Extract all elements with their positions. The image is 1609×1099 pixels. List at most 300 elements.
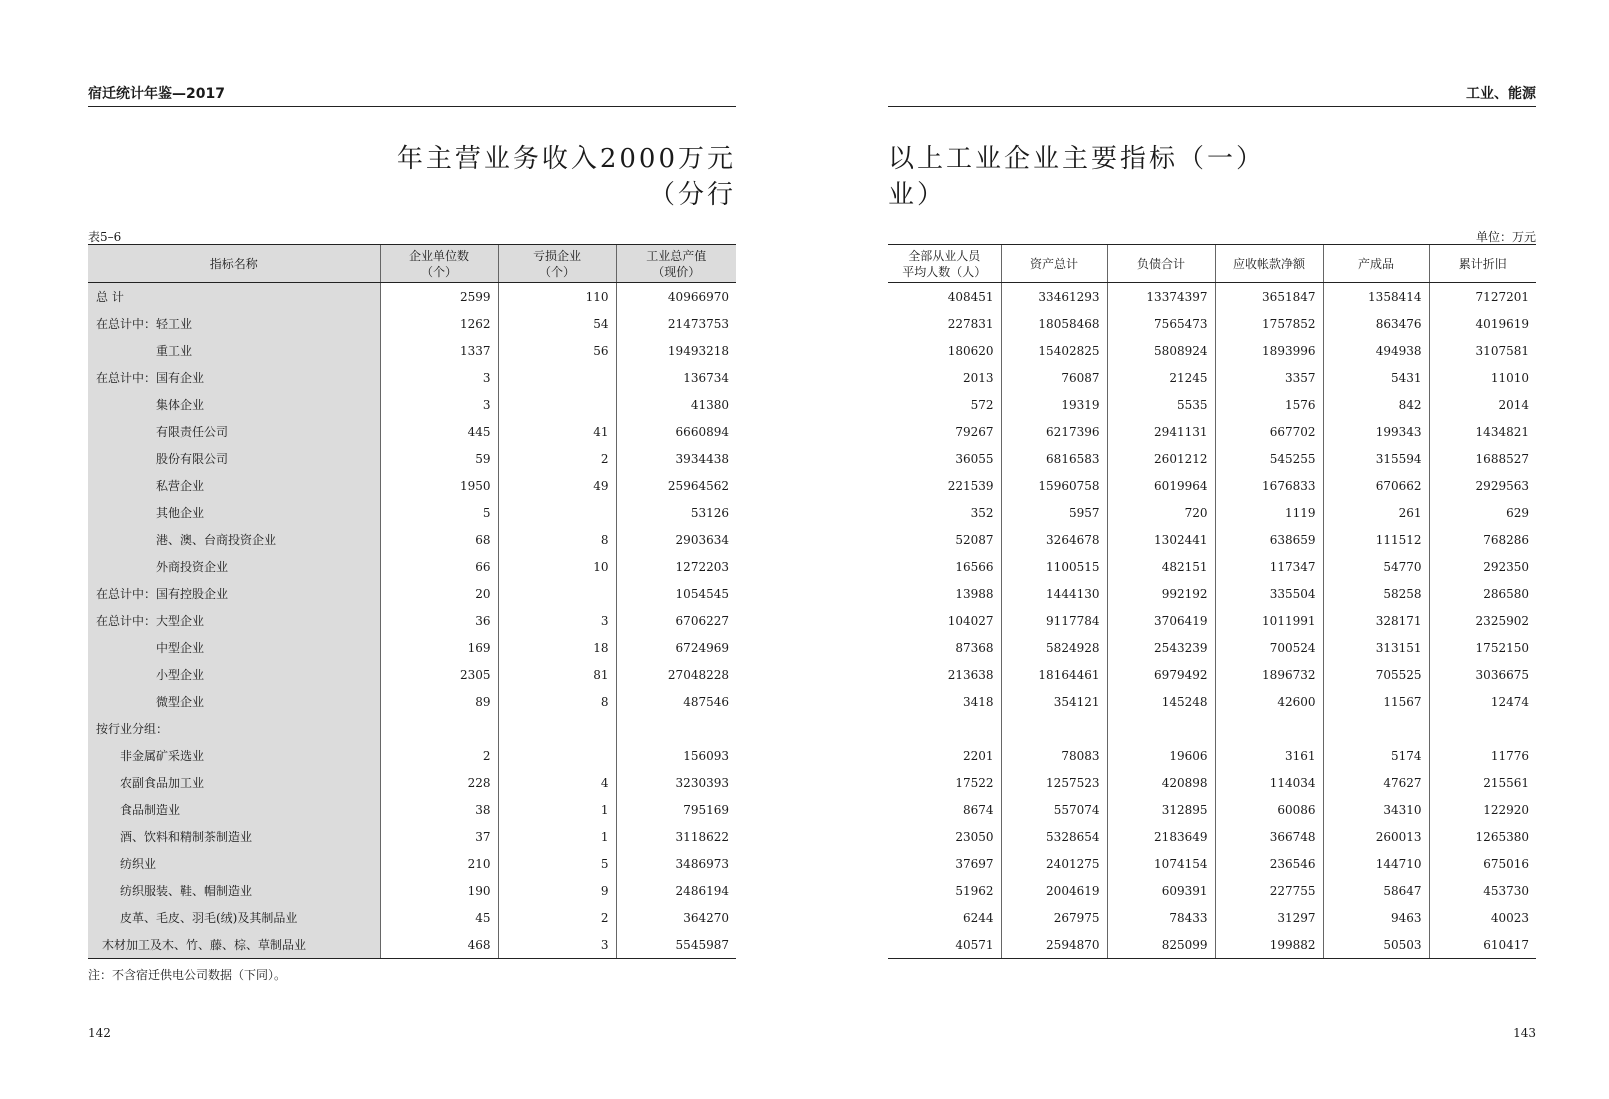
gross-output-cell-value: 3230393	[675, 775, 729, 790]
total-assets-cell	[1001, 877, 1107, 904]
accumulated-depreciation-cell-value: 40023	[1490, 910, 1529, 925]
accumulated-depreciation-cell-value: 2014	[1498, 397, 1529, 412]
table-row	[88, 715, 736, 742]
indicator-name-value: 集体企业	[156, 398, 205, 412]
table-row	[888, 499, 1536, 526]
accumulated-depreciation-cell-value: 11776	[1490, 748, 1529, 763]
total-liabilities-cell	[1107, 904, 1215, 931]
loss-making-cell-value: 56	[593, 343, 609, 358]
accounts-receivable-cell	[1215, 283, 1323, 311]
total-assets-cell	[1001, 742, 1107, 769]
total-assets-cell	[1001, 580, 1107, 607]
table-title-line1: 以上工业企业主要指标（一）	[888, 144, 1266, 174]
accounts-receivable-cell	[1215, 391, 1323, 418]
accounts-receivable-cell	[1215, 634, 1323, 661]
total-liabilities-cell-value: 2183649	[1154, 829, 1208, 844]
header-loss-making: 亏损企业 （个）	[498, 245, 616, 283]
indicator-name	[88, 715, 380, 742]
unit-count-cell-value: 2305	[459, 667, 491, 682]
total-assets-cell	[1001, 391, 1107, 418]
indicator-name-value: 其他企业	[156, 506, 205, 520]
gross-output-cell-value: 6724969	[675, 640, 729, 655]
gross-output-cell-value: 3486973	[675, 856, 729, 871]
accounts-receivable-cell-value: 3651847	[1262, 289, 1316, 304]
indicator-name	[88, 607, 380, 634]
gross-output-cell	[616, 661, 736, 688]
table-row	[88, 607, 736, 634]
gross-output-cell	[616, 742, 736, 769]
accumulated-depreciation-cell-value: 768286	[1483, 532, 1529, 547]
unit-count-cell-value: 210	[467, 856, 491, 871]
employees-cell-value: 2201	[962, 748, 994, 763]
employees-cell-value: 23050	[955, 829, 994, 844]
header-accounts-receivable: 应收帐款净额	[1215, 245, 1323, 283]
unit-count-cell	[380, 472, 498, 499]
total-liabilities-cell	[1107, 634, 1215, 661]
gross-output-cell-value: 41380	[690, 397, 729, 412]
loss-making-cell	[498, 553, 616, 580]
gross-output-cell-value: 136734	[683, 370, 729, 385]
employees-cell	[888, 931, 1001, 959]
finished-products-cell-value: 144710	[1375, 856, 1422, 871]
accumulated-depreciation-cell	[1429, 607, 1536, 634]
accumulated-depreciation-cell-value: 3036675	[1475, 667, 1529, 682]
employees-cell	[888, 580, 1001, 607]
total-liabilities-cell-value: 482151	[1161, 559, 1208, 574]
total-assets-cell-value: 19319	[1061, 397, 1100, 412]
accounts-receivable-cell	[1215, 364, 1323, 391]
gross-output-cell	[616, 850, 736, 877]
header-total-liabilities: 负债合计	[1107, 245, 1215, 283]
unit-count-cell	[380, 364, 498, 391]
table-row	[888, 391, 1536, 418]
accounts-receivable-cell	[1215, 931, 1323, 959]
indicator-name-value: 股份有限公司	[156, 452, 229, 466]
accumulated-depreciation-cell	[1429, 850, 1536, 877]
indicator-name-value: 在总计中：轻工业	[96, 317, 193, 331]
gross-output-cell-value: 3118622	[675, 829, 729, 844]
unit-count-cell	[380, 607, 498, 634]
total-assets-cell-value: 15402825	[1038, 343, 1100, 358]
finished-products-cell-value: 5431	[1390, 370, 1422, 385]
employees-cell-value: 104027	[947, 613, 994, 628]
loss-making-cell	[498, 742, 616, 769]
accounts-receivable-cell-value: 1119	[1284, 505, 1316, 520]
accumulated-depreciation-cell-value: 610417	[1483, 937, 1529, 952]
total-liabilities-cell-value: 992192	[1161, 586, 1208, 601]
finished-products-cell	[1323, 580, 1429, 607]
finished-products-cell-value: 494938	[1375, 343, 1422, 358]
employees-cell	[888, 769, 1001, 796]
table-row	[888, 742, 1536, 769]
finished-products-cell	[1323, 904, 1429, 931]
loss-making-cell	[498, 904, 616, 931]
accumulated-depreciation-cell-value: 1434821	[1475, 424, 1529, 439]
total-assets-cell-value: 354121	[1053, 694, 1100, 709]
indicator-name-value: 纺织业	[120, 857, 157, 871]
total-assets-cell-value: 557074	[1053, 802, 1100, 817]
total-liabilities-cell	[1107, 688, 1215, 715]
unit-count-cell-value: 68	[475, 532, 491, 547]
loss-making-cell-value: 8	[600, 532, 609, 547]
employees-cell-value: 13988	[955, 586, 994, 601]
accounts-receivable-cell-value: 638659	[1269, 532, 1316, 547]
total-assets-cell-value: 3264678	[1046, 532, 1100, 547]
gross-output-cell	[616, 337, 736, 364]
accounts-receivable-cell	[1215, 769, 1323, 796]
accumulated-depreciation-cell	[1429, 688, 1536, 715]
total-assets-cell	[1001, 472, 1107, 499]
loss-making-cell-value: 5	[600, 856, 609, 871]
total-liabilities-cell	[1107, 877, 1215, 904]
gross-output-cell-value: 2486194	[675, 883, 729, 898]
indicator-name	[88, 445, 380, 472]
accumulated-depreciation-cell-value: 453730	[1483, 883, 1529, 898]
table-row	[88, 337, 736, 364]
finished-products-cell	[1323, 931, 1429, 959]
total-assets-cell	[1001, 553, 1107, 580]
employees-cell-value: 180620	[947, 343, 994, 358]
gross-output-cell	[616, 283, 736, 311]
accounts-receivable-cell-value: 667702	[1269, 424, 1316, 439]
unit-count-cell-value: 2599	[459, 289, 491, 304]
accounts-receivable-cell-value: 1011991	[1262, 613, 1316, 628]
accumulated-depreciation-cell-value: 675016	[1483, 856, 1529, 871]
gross-output-cell	[616, 634, 736, 661]
gross-output-cell-value: 487546	[683, 694, 729, 709]
accumulated-depreciation-cell	[1429, 445, 1536, 472]
total-assets-cell	[1001, 337, 1107, 364]
employees-cell	[888, 472, 1001, 499]
accounts-receivable-cell	[1215, 688, 1323, 715]
employees-cell-value: 52087	[955, 532, 994, 547]
accounts-receivable-cell-value: 1576	[1284, 397, 1316, 412]
total-assets-cell	[1001, 796, 1107, 823]
employees-cell-value: 213638	[947, 667, 994, 682]
total-liabilities-cell-value: 420898	[1161, 775, 1208, 790]
total-assets-cell-value: 6217396	[1046, 424, 1100, 439]
gross-output-cell	[616, 418, 736, 445]
accounts-receivable-cell-value: 366748	[1269, 829, 1316, 844]
unit-count-cell-value: 2	[482, 748, 491, 763]
table-row	[88, 364, 736, 391]
finished-products-cell-value: 9463	[1390, 910, 1422, 925]
employees-cell	[888, 796, 1001, 823]
total-liabilities-cell-value: 7565473	[1154, 316, 1208, 331]
employees-cell-value: 3418	[962, 694, 994, 709]
accounts-receivable-cell-value: 3357	[1284, 370, 1316, 385]
loss-making-cell	[498, 364, 616, 391]
header-unit-count: 企业单位数 （个）	[380, 245, 498, 283]
employees-cell-value: 16566	[955, 559, 994, 574]
accumulated-depreciation-cell-value: 3107581	[1475, 343, 1529, 358]
unit-count-cell-value: 20	[475, 586, 491, 601]
indicator-name	[88, 499, 380, 526]
table-row	[888, 472, 1536, 499]
finished-products-cell-value: 705525	[1375, 667, 1422, 682]
header-total-assets: 资产总计	[1001, 245, 1107, 283]
indicator-name	[88, 688, 380, 715]
total-liabilities-cell	[1107, 472, 1215, 499]
employees-cell-value: 17522	[955, 775, 994, 790]
accumulated-depreciation-cell-value: 629	[1506, 505, 1529, 520]
gross-output-cell	[616, 931, 736, 959]
accumulated-depreciation-cell	[1429, 499, 1536, 526]
loss-making-cell-value: 18	[593, 640, 609, 655]
total-liabilities-cell-value: 720	[1184, 505, 1208, 520]
indicator-name-value: 食品制造业	[120, 803, 181, 817]
table-row	[88, 499, 736, 526]
gross-output-cell	[616, 715, 736, 742]
finished-products-cell	[1323, 661, 1429, 688]
footnote: 注：不含宿迁供电公司数据（下同）。	[88, 968, 287, 982]
accumulated-depreciation-cell	[1429, 364, 1536, 391]
finished-products-cell	[1323, 364, 1429, 391]
total-assets-cell-value: 5824928	[1046, 640, 1100, 655]
accounts-receivable-cell-value: 335504	[1269, 586, 1316, 601]
accounts-receivable-cell-value: 114034	[1269, 775, 1316, 790]
unit-count-cell-value: 89	[475, 694, 491, 709]
table-row	[88, 904, 736, 931]
unit-count-cell	[380, 850, 498, 877]
unit-count-cell	[380, 337, 498, 364]
total-assets-cell	[1001, 850, 1107, 877]
loss-making-cell-value: 54	[593, 316, 609, 331]
finished-products-cell-value: 50503	[1383, 937, 1422, 952]
finished-products-cell	[1323, 391, 1429, 418]
loss-making-cell-value: 2	[600, 451, 609, 466]
table-row	[888, 364, 1536, 391]
finished-products-cell-value: 58647	[1383, 883, 1422, 898]
table-row	[888, 310, 1536, 337]
employees-cell	[888, 337, 1001, 364]
accumulated-depreciation-cell	[1429, 661, 1536, 688]
loss-making-cell-value: 41	[593, 424, 609, 439]
finished-products-cell-value: 34310	[1383, 802, 1422, 817]
total-liabilities-cell-value: 6979492	[1154, 667, 1208, 682]
accounts-receivable-cell	[1215, 580, 1323, 607]
table-row	[888, 553, 1536, 580]
finished-products-cell-value: 863476	[1375, 316, 1422, 331]
indicator-name	[88, 310, 380, 337]
header-gross-output: 工业总产值 （现价）	[616, 245, 736, 283]
indicator-name	[88, 364, 380, 391]
unit-count-cell	[380, 742, 498, 769]
accumulated-depreciation-cell-value: 2325902	[1475, 613, 1529, 628]
employees-cell-value: 352	[970, 505, 994, 520]
loss-making-cell	[498, 850, 616, 877]
finished-products-cell-value: 315594	[1375, 451, 1422, 466]
table-row	[88, 391, 736, 418]
page-number: 143	[1513, 1026, 1536, 1040]
running-header	[888, 86, 1536, 107]
gross-output-cell-value: 1272203	[675, 559, 729, 574]
total-liabilities-cell	[1107, 661, 1215, 688]
accounts-receivable-cell-value: 700524	[1269, 640, 1316, 655]
employees-cell-value: 2013	[962, 370, 994, 385]
indicator-name	[88, 337, 380, 364]
table-row	[88, 553, 736, 580]
total-liabilities-cell	[1107, 850, 1215, 877]
indicator-name	[88, 526, 380, 553]
loss-making-cell-value: 3	[600, 937, 609, 952]
table-row	[888, 715, 1536, 742]
total-liabilities-cell	[1107, 310, 1215, 337]
accounts-receivable-cell-value: 545255	[1269, 451, 1316, 466]
accumulated-depreciation-cell-value: 11010	[1490, 370, 1529, 385]
table-row	[88, 877, 736, 904]
finished-products-cell	[1323, 283, 1429, 311]
gross-output-cell-value: 2903634	[675, 532, 729, 547]
loss-making-cell	[498, 418, 616, 445]
employees-cell-value: 40571	[955, 937, 994, 952]
total-liabilities-cell-value: 2941131	[1154, 424, 1208, 439]
accumulated-depreciation-cell	[1429, 580, 1536, 607]
header-finished-products: 产成品	[1323, 245, 1429, 283]
left-data-table	[88, 244, 736, 959]
accounts-receivable-cell	[1215, 850, 1323, 877]
table-row	[888, 877, 1536, 904]
gross-output-cell-value: 795169	[683, 802, 729, 817]
employees-cell-value: 79267	[955, 424, 994, 439]
accounts-receivable-cell	[1215, 877, 1323, 904]
total-assets-cell	[1001, 904, 1107, 931]
total-liabilities-cell	[1107, 796, 1215, 823]
total-liabilities-cell	[1107, 553, 1215, 580]
employees-cell-value: 36055	[955, 451, 994, 466]
accounts-receivable-cell	[1215, 904, 1323, 931]
loss-making-cell-value: 2	[600, 910, 609, 925]
unit-count-cell-value: 45	[475, 910, 491, 925]
finished-products-cell	[1323, 823, 1429, 850]
finished-products-cell	[1323, 850, 1429, 877]
finished-products-cell	[1323, 499, 1429, 526]
employees-cell-value: 227831	[947, 316, 994, 331]
gross-output-cell	[616, 472, 736, 499]
total-liabilities-cell	[1107, 742, 1215, 769]
table-header-row	[888, 245, 1536, 283]
total-liabilities-cell-value: 6019964	[1154, 478, 1208, 493]
accumulated-depreciation-cell	[1429, 823, 1536, 850]
total-assets-cell-value: 1100515	[1046, 559, 1100, 574]
loss-making-cell	[498, 931, 616, 959]
unit-count-cell	[380, 391, 498, 418]
table-row	[888, 769, 1536, 796]
total-assets-cell-value: 9117784	[1046, 613, 1100, 628]
table-row	[88, 688, 736, 715]
finished-products-cell-value: 5174	[1390, 748, 1422, 763]
unit-count-cell	[380, 553, 498, 580]
loss-making-cell	[498, 823, 616, 850]
loss-making-cell	[498, 688, 616, 715]
accumulated-depreciation-cell	[1429, 472, 1536, 499]
indicator-name-value: 在总计中：国有控股企业	[96, 587, 229, 601]
total-assets-cell-value: 1444130	[1046, 586, 1100, 601]
finished-products-cell-value: 261	[1398, 505, 1422, 520]
gross-output-cell	[616, 823, 736, 850]
accumulated-depreciation-cell	[1429, 931, 1536, 959]
header-accumulated-depreciation: 累计折旧	[1429, 245, 1536, 283]
accumulated-depreciation-cell	[1429, 337, 1536, 364]
indicator-name-value: 私营企业	[156, 479, 205, 493]
table-row	[888, 796, 1536, 823]
table-row	[88, 418, 736, 445]
loss-making-cell	[498, 445, 616, 472]
unit-count-cell-value: 1337	[459, 343, 491, 358]
total-assets-cell-value: 2004619	[1046, 883, 1100, 898]
accounts-receivable-cell	[1215, 526, 1323, 553]
total-assets-cell-value: 33461293	[1038, 289, 1100, 304]
accounts-receivable-cell-value: 31297	[1277, 910, 1316, 925]
unit-count-cell	[380, 526, 498, 553]
total-assets-cell	[1001, 661, 1107, 688]
total-assets-cell-value: 78083	[1061, 748, 1100, 763]
unit-count-cell-value: 3	[482, 370, 491, 385]
employees-cell	[888, 742, 1001, 769]
indicator-name	[88, 823, 380, 850]
loss-making-cell-value: 8	[600, 694, 609, 709]
employees-cell	[888, 688, 1001, 715]
finished-products-cell-value: 260013	[1375, 829, 1422, 844]
indicator-name	[88, 391, 380, 418]
total-liabilities-cell	[1107, 499, 1215, 526]
finished-products-cell	[1323, 796, 1429, 823]
employees-cell	[888, 634, 1001, 661]
accounts-receivable-cell-value: 1893996	[1262, 343, 1316, 358]
accumulated-depreciation-cell	[1429, 742, 1536, 769]
employees-cell	[888, 661, 1001, 688]
unit-count-cell	[380, 688, 498, 715]
unit-count-cell	[380, 823, 498, 850]
accumulated-depreciation-cell	[1429, 877, 1536, 904]
unit-count-cell	[380, 580, 498, 607]
finished-products-cell-value: 842	[1398, 397, 1422, 412]
indicator-name-value: 重工业	[156, 344, 193, 358]
table-row	[888, 445, 1536, 472]
employees-cell-value: 221539	[947, 478, 994, 493]
total-liabilities-cell-value: 825099	[1161, 937, 1208, 952]
accounts-receivable-cell	[1215, 661, 1323, 688]
table-row	[888, 607, 1536, 634]
total-liabilities-cell-value: 78433	[1169, 910, 1208, 925]
indicator-name-value: 皮革、毛皮、羽毛(绒)及其制品业	[120, 911, 298, 925]
gross-output-cell	[616, 445, 736, 472]
running-header-text: 工业、能源	[1466, 86, 1536, 102]
gross-output-cell	[616, 688, 736, 715]
total-assets-cell-value: 5328654	[1046, 829, 1100, 844]
loss-making-cell	[498, 661, 616, 688]
table-row	[88, 931, 736, 959]
gross-output-cell-value: 25964562	[667, 478, 729, 493]
indicator-name-value: 有限责任公司	[156, 425, 229, 439]
gross-output-cell-value: 19493218	[667, 343, 729, 358]
accumulated-depreciation-cell	[1429, 796, 1536, 823]
total-liabilities-cell-value: 145248	[1161, 694, 1208, 709]
unit-count-cell-value: 5	[482, 505, 491, 520]
accounts-receivable-cell	[1215, 796, 1323, 823]
table-title-line2: 业）	[888, 180, 947, 210]
right-page	[888, 0, 1536, 1099]
indicator-name	[88, 904, 380, 931]
employees-cell-value: 8674	[962, 802, 994, 817]
unit-count-cell-value: 1950	[459, 478, 491, 493]
accumulated-depreciation-cell-value: 286580	[1483, 586, 1529, 601]
employees-cell	[888, 553, 1001, 580]
unit-count-cell	[380, 931, 498, 959]
right-data-table	[888, 244, 1536, 959]
accumulated-depreciation-cell-value: 1265380	[1475, 829, 1529, 844]
running-header-text: 宿迁统计年鉴—2017	[88, 86, 225, 102]
